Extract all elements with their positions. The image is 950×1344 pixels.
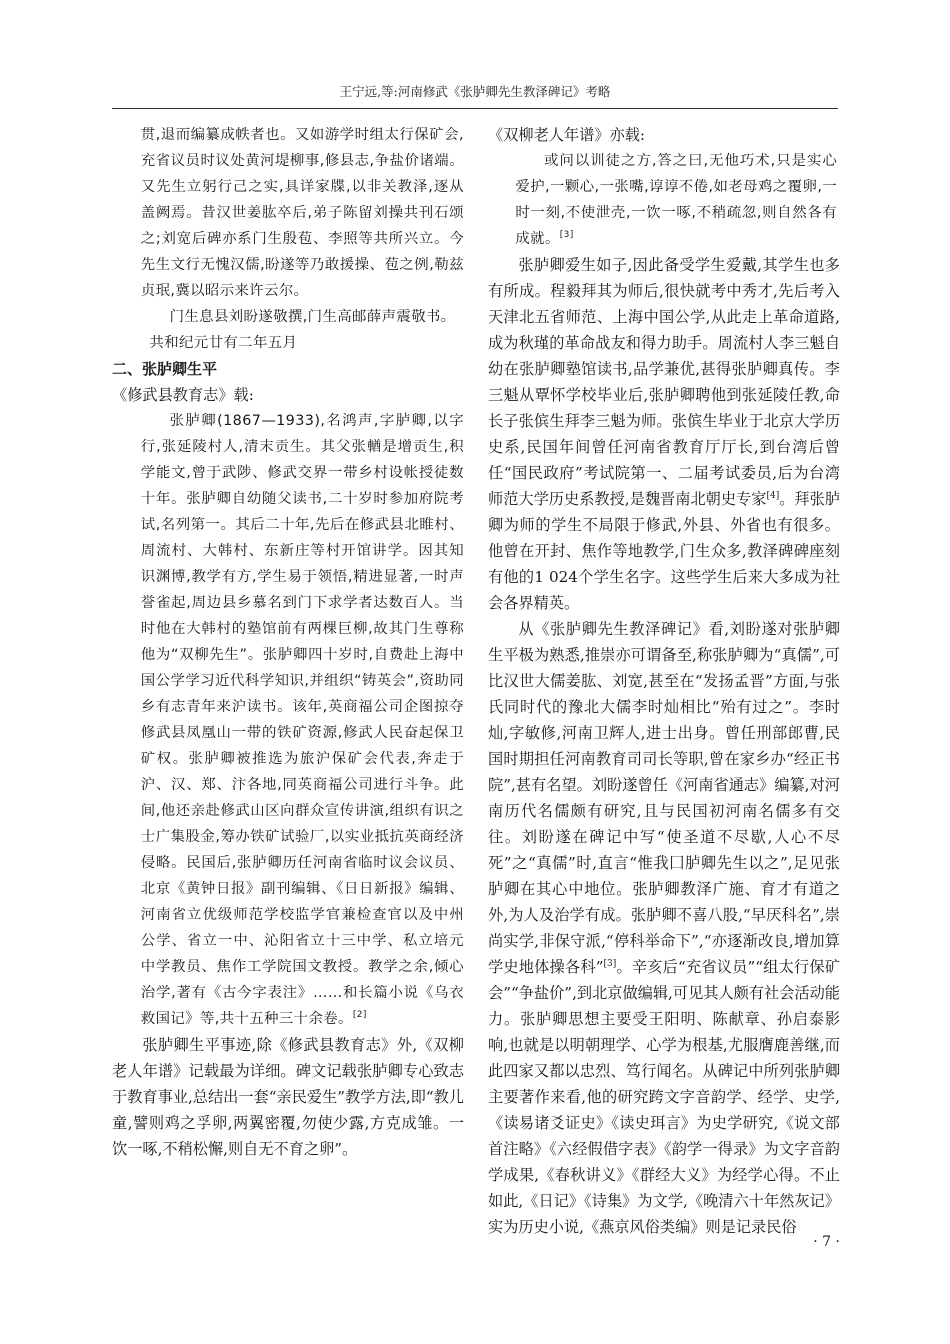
nianpu-quote-text: 或问以训徒之方,答之曰,无他巧术,只是实心爱护,一颗心,一张嘴,谆谆不倦,如老母鸡之覆卵,一时一刻,不使泄壳,一饮一啄,不稍疏忽,则自然各有成就。 xyxy=(515,153,838,247)
left-column xyxy=(112,122,464,1162)
paragraph-body xyxy=(488,252,840,616)
section-heading: 二、张胪卿生平 xyxy=(112,360,218,378)
biography-quote xyxy=(112,408,464,1032)
nianpu-quote xyxy=(488,148,840,252)
page-number: · 7 · xyxy=(813,1234,840,1250)
paragraph-text: 。拜张胪卿为师的学生不局限于修武,外县、外省也有很多。他曾在开封、焦作等地教学,门生众多,教泽碑碑座刻有他的1 024个学生名字。这些学生后来大多成为社会各界精英。 xyxy=(488,490,841,612)
nianpu-intro: 《双柳老人年谱》亦载: xyxy=(488,126,645,144)
epitaph-author-line: 门生息县刘盼遂敬撰,门生高邮薛声震敬书。 xyxy=(169,309,456,325)
header-rule xyxy=(112,108,838,109)
source-intro: 《修武县教育志》载: xyxy=(112,386,254,404)
paragraph-body xyxy=(488,616,840,1240)
citation-3: [3] xyxy=(559,230,574,241)
right-column xyxy=(488,122,840,1240)
paragraph-text: 从《张胪卿先生教泽碑记》看,刘盼遂对张胪卿生平极为熟悉,推崇亦可谓备至,称张胪卿为“真儒”,可比汉世大儒姜肱、刘宽,甚至在“发扬孟晋”方面,与张氏同时代的豫北大儒李时灿相比“殆有过之”。李时灿,字敏修,河南卫辉人,进士出身。曾任刑部郎曹,民国时期担任河南教育司司长等职,曾在家乡办“经正书院”,甚有名望。刘盼遂曾任《河南省通志》编纂,对河南历代名儒颇有研究,且与民国初河南名儒多有交往。刘盼遂在碑记中写“使圣道不尽歇,人心不尽死”之“真儒”时,直言“惟我囗胪卿先生以之”,足见张胪卿在其心中地位。张胪卿教泽广施、育才有道之外,为人及治学有成。张胪卿不喜八股,“早厌科名”,崇尚实学,非保守派,“停科举命下”,“亦逐渐改良,增加算学史地体操各科” xyxy=(488,620,840,976)
epitaph-quote-continuation: 贯,退而编纂成帙者也。又如游学时组太行保矿会,充省议员时议处黄河堤柳事,修县志,争盐价诸端。又先生立躬行己之实,具详家牒,以非关教泽,逐从盖阙焉。昔汉世姜肱卒后,弟子陈留刘操共刊石颂之;刘宽后碑亦系门生殷苞、李照等共所兴立。今先生文行无愧汉儒,盼遂等乃敢援操、苞之例,勒兹贞珉,冀以昭示来许云尔。 xyxy=(140,127,464,299)
citation-3: [3] xyxy=(603,958,617,969)
paragraph-text: 张胪卿爱生如子,因此备受学生爱戴,其学生也多有所成。程毅拜其为师后,很快就考中秀才,先后考入天津北五省师范、上海中国公学,从此走上革命道路,成为秋瑾的革命战友和得力助手。周流村人李三魁自幼在张胪卿塾馆读书,品学兼优,甚得张胪卿真传。李三魁从覃怀学校毕业后,张胪卿聘他到张延陵任教,命长子张傧生拜李三魁为师。张傧生毕业于北京大学历史系,民国年间曾任河南省教育厅厅长,到台湾后曾任“国民政府”考试院第一、二届考试委员,后为台湾师范大学历史系教授,是魏晋南北朝史专家 xyxy=(488,256,840,508)
citation-4: [4] xyxy=(766,490,780,501)
biography-quote-text: 张胪卿(1867—1933),名鸿声,字胪卿,以字行,张延陵村人,清末贡生。其父张輶是增贡生,积学能文,曾于武陟、修武交界一带乡村设帐授徒数十年。张胪卿自幼随父读书,二十岁时参加府院考试,名列第一。其后二十年,先后在修武县北睢村、周流村、大韩村、东新庄等村开馆讲学。因其知识渊博,教学有方,学生易于领悟,精进显著,一时声誉雀起,周边县乡慕名到门下求学者达数百人。当时他在大韩村的塾馆前有两棵巨柳,故其门生尊称他为“双柳先生”。张胪卿四十岁时,自费赴上海中国公学学习近代科学知识,并组织“铸英会”,资助同乡有志青年来沪读书。该年,英商福公司企图掠夺修武县凤凰山一带的铁矿资源,修武人民奋起保卫矿权。张胪卿被推选为旅沪保矿会代表,奔走于沪、汉、郑、汴各地,同英商福公司进行斗争。此间,他还亲赴修武山区向群众宣传讲演,组织有识之士广集股金,筹办铁矿试验厂,以实业抵抗英商经济侵略。民国后,张胪卿历任河南省临时议会议员、北京《黄钟日报》副刊编辑、《日日新报》编辑、河南省立优级师范学校监学官兼检查官以及中州公学、省立一中、沁阳省立十三中学、私立培元中学教员、焦作工学院国文教授。教学之余,倾心治学,著有《古今字表注》……和长篇小说《乌衣救国记》等,共十五种三十余卷。 xyxy=(140,413,464,1027)
paragraph-body: 张胪卿生平事迹,除《修武县教育志》外,《双柳老人年谱》记载最为详细。碑文记载张胪卿专心致志于教育事业,总结出一套“亲民爱生”教学方法,即“教儿童,譬则鸡之孚卵,两翼密覆,勿使少露,方克成雏。一饮一啄,不稍松懈,则自无不育之卵”。 xyxy=(112,1036,464,1158)
epitaph-date-line: 共和纪元廿有二年五月 xyxy=(149,335,298,351)
citation-2: [2] xyxy=(352,1010,367,1021)
paragraph-text: 。辛亥后“充省议员”“组太行保矿会”“争盐价”,到北京做编辑,可见其人颇有社会活动能力。张胪卿思想主要受王阳明、陈献章、孙启泰影响,也就是以明朝理学、心学为根基,尤服膺鹿善继,而此四家又都以忠烈、笃行闻名。从碑记中所列张胪卿主要著作来看,他的研究跨文字音韵学、经学、史学,《读易诸爻证史》《读史珥言》为史学研究,《说文部首注略》《六经假借字表》《韵学一得录》为文字音韵学成果,《春秋讲义》《群经大义》为经学心得。不止如此,《日记》《诗集》为文学,《晚清六十年然灰记》实为历史小说,《燕京风俗类编》则是记录民俗 xyxy=(488,958,841,1236)
running-header: 王宁远,等:河南修武《张胪卿先生教泽碑记》考略 xyxy=(339,84,611,99)
